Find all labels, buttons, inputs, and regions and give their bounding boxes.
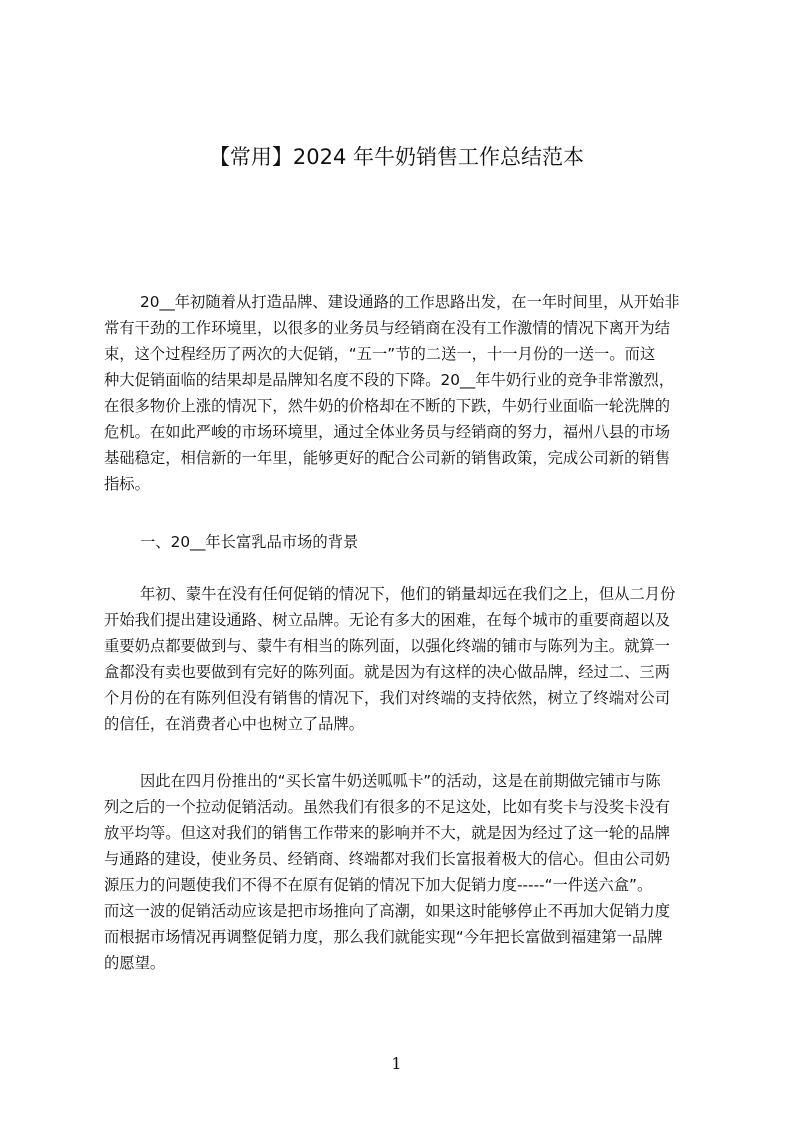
paragraph-line: 在很多物价上涨的情况下，然牛奶的价格却在不断的下跌，牛奶行业面临一轮洗牌的 xyxy=(104,397,670,415)
paragraph-line: 而根据市场情况再调整促销力度，那么我们就能实现“今年把长富做到福建第一品牌 xyxy=(104,928,663,946)
paragraph-background xyxy=(104,581,697,737)
paragraph-line: 放平均等。但这对我们的销售工作带来的影响并不大，就是因为经过了这一轮的品牌 xyxy=(104,824,670,842)
paragraph-line: 危机。在如此严峻的市场环境里，通过全体业务员与经销商的努力，福州八县的市场 xyxy=(104,423,670,441)
paragraph-line: 束，这个过程经历了两次的大促销，“五一”节的二送一，十一月份的一送一。而这 xyxy=(104,345,656,363)
paragraph-line: 常有干劲的工作环境里，以很多的业务员与经销商在没有工作激情的情况下离开为结 xyxy=(104,319,670,337)
paragraph-promotion xyxy=(104,768,697,976)
paragraph-line: 重要奶点都要做到与、蒙牛有相当的陈列面，以强化终端的铺市与陈列为主。就算一 xyxy=(104,637,670,655)
paragraph-line: 而这一波的促销活动应该是把市场推向了高潮，如果这时能够停止不再加大促销力度 xyxy=(104,902,670,920)
paragraph-line: 开始我们提出建设通路、树立品牌。无论有多大的困难，在每个城市的重要商超以及 xyxy=(104,611,670,629)
paragraph-line: 年初、蒙牛在没有任何促销的情况下，他们的销量却远在我们之上，但从二月份 xyxy=(140,585,676,603)
paragraph-line: 指标。 xyxy=(104,475,150,493)
paragraph-line: 与通路的建设，使业务员、经销商、终端都对我们长富报着极大的信心。但由公司奶 xyxy=(104,850,670,868)
paragraph-line: 列之后的一个拉动促销活动。虽然我们有很多的不足这处，比如有奖卡与没奖卡没有 xyxy=(104,798,670,816)
paragraph-line: 源压力的问题使我们不得不在原有促销的情况下加大促销力度-----“一件送六盒”。 xyxy=(104,876,653,894)
page-number: 1 xyxy=(391,1054,402,1073)
paragraph-line: 盒都没有卖也要做到有完好的陈列面。就是因为有这样的决心做品牌，经过二、三两 xyxy=(104,663,670,681)
paragraph-line: 的信任，在消费者心中也树立了品牌。 xyxy=(104,715,365,733)
paragraph-line: 因此在四月份推出的“买长富牛奶送呱呱卡”的活动，这是在前期做完铺市与陈 xyxy=(140,772,661,790)
paragraph-intro xyxy=(104,289,697,497)
paragraph-line: 种大促销面临的结果却是品牌知名度不段的下降。20__年牛奶行业的竞争非常激烈， xyxy=(104,371,675,389)
paragraph-line: 20__年初随着从打造品牌、建设通路的工作思路出发，在一年时间里，从开始非 xyxy=(140,293,680,311)
document-title: 【常用】2024 年牛奶销售工作总结范本 xyxy=(208,145,585,169)
paragraph-line: 基础稳定，相信新的一年里，能够更好的配合公司新的销售政策，完成公司新的销售 xyxy=(104,449,670,467)
paragraph-line: 个月份的在有陈列但没有销售的情况下，我们对终端的支持依然，树立了终端对公司 xyxy=(104,689,670,707)
paragraph-line: 的愿望。 xyxy=(104,954,166,972)
section-heading: 一、20__年长富乳品市场的背景 xyxy=(140,533,359,551)
